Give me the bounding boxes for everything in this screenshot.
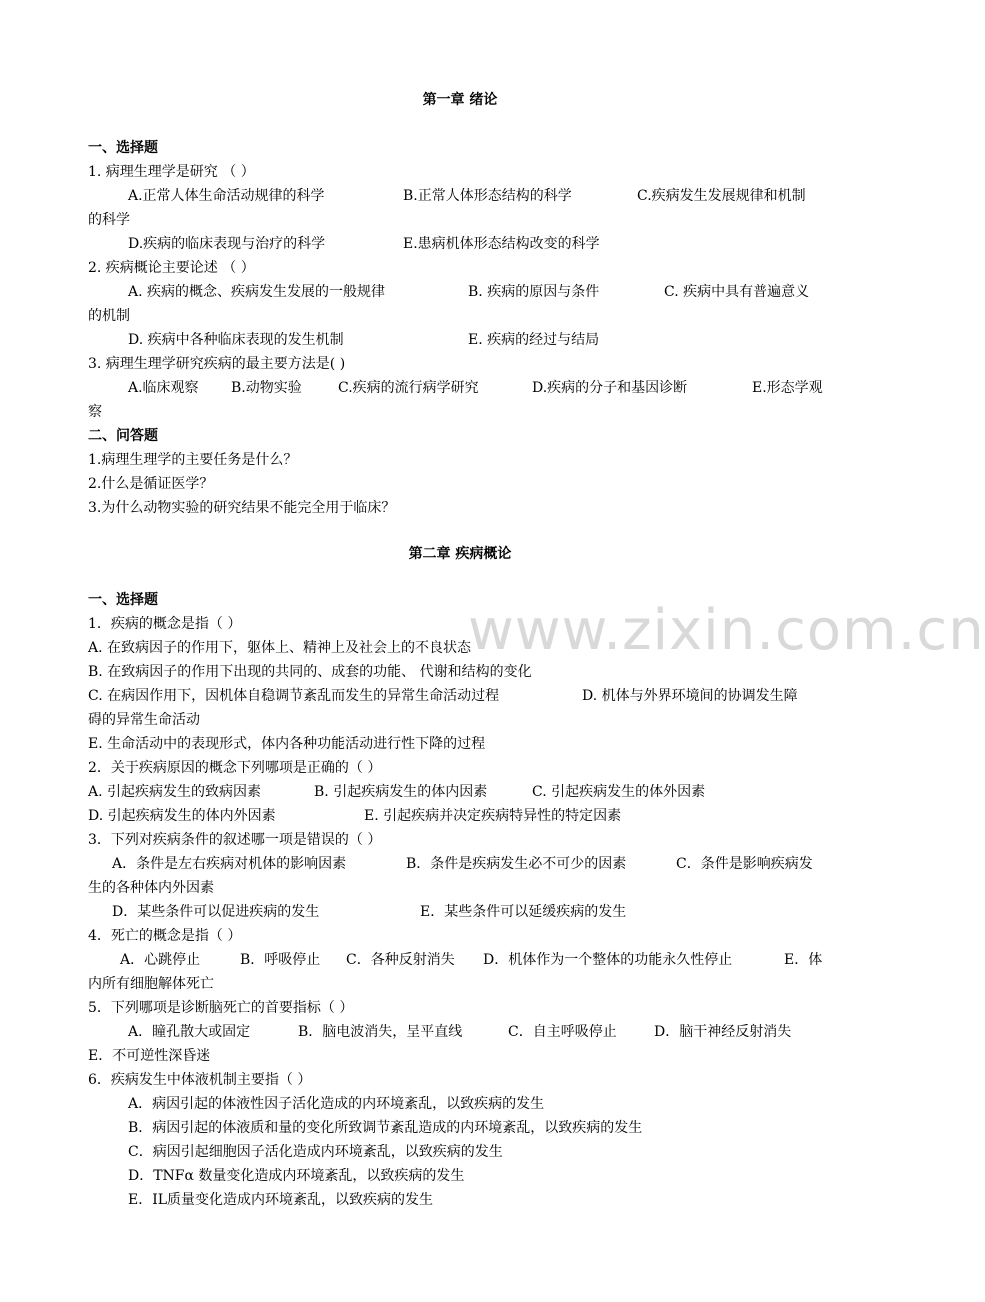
option: E.患病机体形态结构改变的科学 [403, 236, 600, 252]
option-continuation: 察 [88, 404, 102, 420]
option-continuation: 生的各种体内外因素 [88, 880, 214, 896]
question: 3.为什么动物实验的研究结果不能完全用于临床？ [88, 500, 396, 516]
question: 2. 疾病概论主要论述 （ ） [88, 260, 255, 276]
option: C．病因引起细胞因子活化造成内环境紊乱，以致疾病的发生 [128, 1144, 503, 1160]
option-continuation: 内所有细胞解体死亡 [88, 976, 214, 992]
question: 1.病理生理学的主要任务是什么？ [88, 452, 298, 468]
option: B. 疾病的原因与条件 [468, 284, 600, 300]
option: B. 引起疾病发生的体内因素 [314, 784, 488, 800]
option: C．各种反射消失 [346, 952, 455, 968]
option: A.临床观察 [128, 380, 199, 396]
option: B. 在致病因子的作用下出现的共同的、成套的功能、 代谢和结构的变化 [88, 664, 532, 680]
option: B．病因引起的体液质和量的变化所致调节紊乱造成的内环境紊乱，以致疾病的发生 [128, 1120, 643, 1136]
option: B．呼吸停止 [240, 952, 321, 968]
option: C．自主呼吸停止 [508, 1024, 617, 1040]
option: B．脑电波消失，呈平直线 [298, 1024, 463, 1040]
option: C. 引起疾病发生的体外因素 [532, 784, 706, 800]
option: A．条件是左右疾病对机体的影响因素 [112, 856, 347, 872]
question: 2．关于疾病原因的概念下列哪项是正确的（ ） [88, 760, 382, 776]
option: C.疾病的流行病学研究 [338, 380, 479, 396]
option: A. 在致病因子的作用下，躯体上、精神上及社会上的不良状态 [88, 640, 472, 656]
option: A.正常人体生命活动规律的科学 [128, 188, 325, 204]
option: D. 引起疾病发生的体内外因素 [88, 808, 276, 824]
question: 5．下列哪项是诊断脑死亡的首要指标（ ） [88, 1000, 354, 1016]
chapter1-title: 第一章 绪论 [422, 92, 498, 108]
option: A. 引起疾病发生的致病因素 [88, 784, 262, 800]
section-heading: 一、选择题 [88, 140, 158, 156]
option: E. 生命活动中的表现形式，体内各种功能活动进行性下降的过程 [88, 736, 486, 752]
option: A．心跳停止 [120, 952, 201, 968]
option: A．病因引起的体液性因子活化造成的内环境紊乱，以致疾病的发生 [128, 1096, 545, 1112]
chapter2-title: 第二章 疾病概论 [408, 546, 512, 562]
section-heading: 二、问答题 [88, 428, 158, 444]
option: B.动物实验 [231, 380, 302, 396]
option: B.正常人体形态结构的科学 [403, 188, 572, 204]
option: D．某些条件可以促进疾病的发生 [112, 904, 320, 920]
question: 6．疾病发生中体液机制主要指（ ） [88, 1072, 312, 1088]
option: E. 引起疾病并决定疾病特异性的特定因素 [364, 808, 622, 824]
watermark: www.zixin.com.cn [468, 598, 985, 663]
option: E．IL质量变化造成内环境紊乱，以致疾病的发生 [128, 1192, 434, 1208]
section-heading: 一、选择题 [88, 592, 158, 608]
option: C. 在病因作用下，因机体自稳调节紊乱而发生的异常生命活动过程 [88, 688, 500, 704]
question: 3．下列对疾病条件的叙述哪一项是错误的（ ） [88, 832, 382, 848]
option: A．瞳孔散大或固定 [128, 1024, 251, 1040]
option: D.疾病的临床表现与治疗的科学 [128, 236, 326, 252]
option-continuation: 碍的异常生命活动 [88, 712, 200, 728]
option: B．条件是疾病发生必不可少的因素 [406, 856, 627, 872]
option: D. 疾病中各种临床表现的发生机制 [128, 332, 344, 348]
question: 1．疾病的概念是指（ ） [88, 616, 242, 632]
question: 2.什么是循证医学？ [88, 476, 214, 492]
option: C．条件是影响疾病发 [676, 856, 813, 872]
option-continuation: 的机制 [88, 308, 130, 324]
option: E. 疾病的经过与结局 [468, 332, 600, 348]
option: E．体 [784, 952, 823, 968]
option: D．机体作为一个整体的功能永久性停止 [483, 952, 733, 968]
option: D．TNFα 数量变化造成内环境紊乱，以致疾病的发生 [128, 1168, 465, 1184]
option: E.形态学观 [752, 380, 823, 396]
option: D．脑干神经反射消失 [654, 1024, 792, 1040]
option-continuation: 的科学 [88, 212, 130, 228]
option: E．不可逆性深昏迷 [88, 1048, 211, 1064]
question: 3. 病理生理学研究疾病的最主要方法是( ) [88, 356, 346, 372]
option: D.疾病的分子和基因诊断 [532, 380, 688, 396]
option: A. 疾病的概念、疾病发生发展的一般规律 [128, 284, 386, 300]
option: C.疾病发生发展规律和机制 [637, 188, 806, 204]
option: C. 疾病中具有普遍意义 [664, 284, 810, 300]
question: 4．死亡的概念是指（ ） [88, 928, 242, 944]
option: D. 机体与外界环境间的协调发生障 [582, 688, 798, 704]
question: 1. 病理生理学是研究 （ ） [88, 164, 255, 180]
option: E．某些条件可以延缓疾病的发生 [420, 904, 627, 920]
